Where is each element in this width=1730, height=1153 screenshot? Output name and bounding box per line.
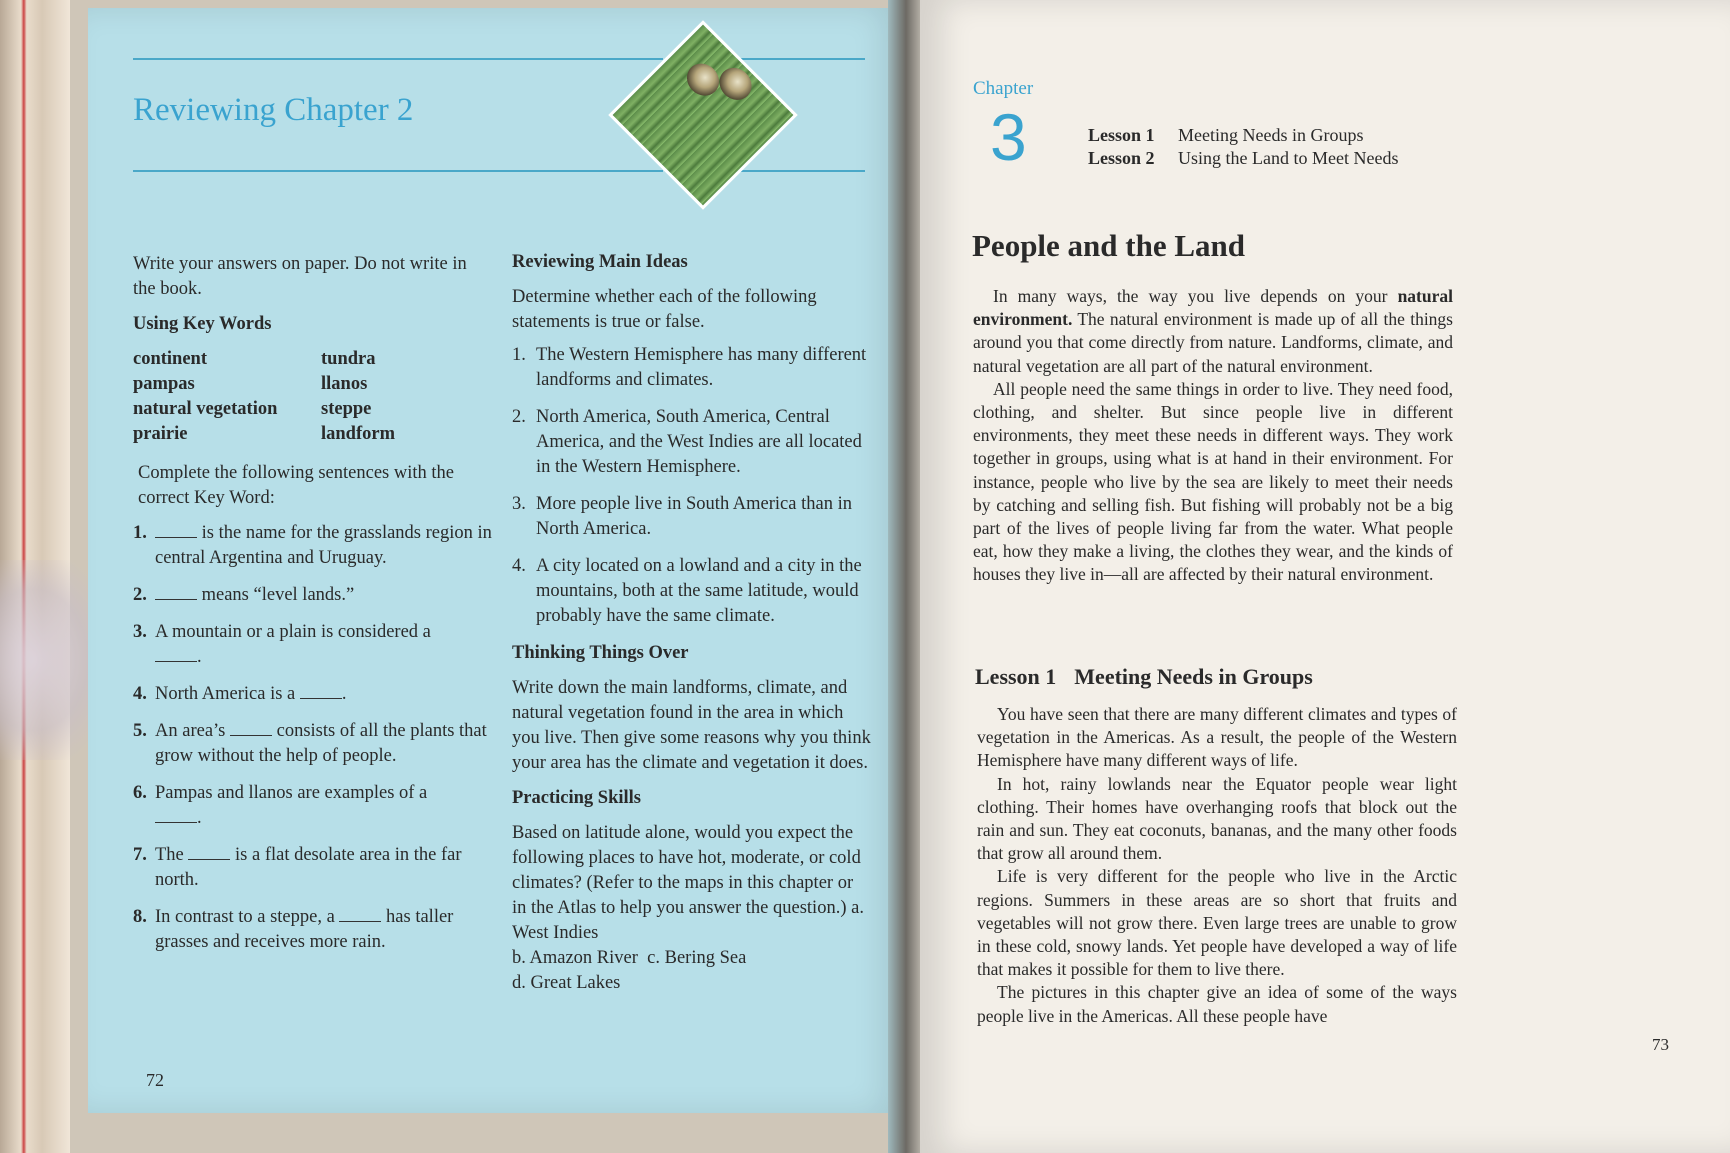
main-ideas-intro: Determine whether each of the following statements is true or false. bbox=[512, 287, 817, 332]
lesson-body bbox=[977, 703, 1457, 1028]
paragraph: All people need the same things in order to live. They need food, clothing, and shelter. But since people live in different environments, they meet these needs in different ways. They work together in groups, using what is at hand in their environment. For instance, people who live by the sea are likely to meet their needs by catching and selling fish. But fishing will probably not be a big part of the lives of people living far from the water. What people eat, how they make a living, the clothes they wear, and the kinds of houses they live in—all are affected by their natural environment. bbox=[973, 378, 1453, 585]
key-words-grid bbox=[133, 347, 493, 447]
thinking-heading: Thinking Things Over bbox=[512, 643, 689, 663]
chapter-title: People and the Land bbox=[972, 228, 1246, 263]
chapter-label: Chapter bbox=[973, 78, 1034, 99]
main-ideas-heading: Reviewing Main Ideas bbox=[512, 252, 688, 272]
sentence-item: 5. An area’s consists of all the plants that grow without the help of people. bbox=[133, 721, 487, 766]
paragraph: You have seen that there are many different climates and types of vegetation in the Americas. As a result, the people of the Western Hemisphere have many different ways of life. bbox=[977, 704, 1457, 771]
left-column bbox=[133, 252, 493, 967]
thinking-text: Write down the main landforms, climate, and natural vegetation found in the area in which you live. Then give some reasons why you think your area has the climate and vegetation it does. bbox=[512, 678, 871, 773]
page-number-right: 73 bbox=[1652, 1035, 1669, 1054]
top-rule-left bbox=[133, 58, 663, 60]
monkeys-photo-icon bbox=[610, 22, 790, 202]
page-number-left: 72 bbox=[146, 1070, 164, 1090]
main-idea-item: 2. North America, South America, Central America, and the West Indies are all located in the Western Hemisphere. bbox=[512, 407, 862, 477]
main-idea-item: 4. A city located on a lowland and a city in the mountains, both at the same latitude, would probably have the same climate. bbox=[512, 556, 862, 626]
key-word: landform bbox=[321, 424, 395, 444]
answer-blank bbox=[155, 647, 197, 662]
paragraph: The pictures in this chapter give an idea of some of the ways people live in the Americas. All these people have bbox=[977, 982, 1457, 1026]
answer-blank bbox=[188, 845, 230, 860]
sentence-item: 8. In contrast to a steppe, a has taller grasses and receives more rain. bbox=[133, 907, 454, 952]
lesson-entry: Lesson 2 Using the Land to Meet Needs bbox=[1088, 148, 1399, 168]
answer-blank bbox=[339, 907, 381, 922]
paragraph: Life is very different for the people who live in the Arctic regions. Summers in these areas are so short that fruits and vegetables will not grow there. Even large trees are unable to grow in these cold, snowy lands. Yet people have developed a way of life that makes it possible for them to live there. bbox=[977, 866, 1457, 980]
lesson-entry: Lesson 1 Meeting Needs in Groups bbox=[1088, 125, 1364, 145]
review-title: Reviewing Chapter 2 bbox=[133, 92, 414, 128]
sentence-item: 4. North America is a . bbox=[133, 684, 347, 704]
key-word: natural vegetation bbox=[133, 399, 278, 419]
key-word: continent bbox=[133, 349, 207, 369]
sentence-item: 2. means “level lands.” bbox=[133, 585, 355, 605]
skills-options-row bbox=[512, 971, 872, 996]
lesson-list bbox=[1088, 124, 1398, 170]
main-idea-item: 3. More people live in South America than in North America. bbox=[512, 494, 852, 539]
key-word: prairie bbox=[133, 424, 188, 444]
sentence-list bbox=[133, 521, 493, 955]
skills-option: d. Great Lakes bbox=[512, 973, 621, 993]
intro-body bbox=[973, 285, 1453, 587]
lesson-heading: Lesson 1 Meeting Needs in Groups bbox=[975, 664, 1313, 689]
main-idea-item: 1. The Western Hemisphere has many different landforms and climates. bbox=[512, 345, 867, 390]
bottom-rule-left bbox=[133, 170, 663, 172]
answer-blank bbox=[155, 585, 197, 600]
main-ideas-list bbox=[512, 343, 872, 629]
key-word: tundra bbox=[321, 349, 376, 369]
skills-option: b. Amazon River bbox=[512, 948, 638, 968]
key-words-heading: Using Key Words bbox=[133, 314, 272, 334]
sentence-item: 7. The is a flat desolate area in the far north. bbox=[133, 845, 462, 890]
complete-instruction: Complete the following sentences with the correct Key Word: bbox=[138, 463, 454, 508]
paragraph: In many ways, the way you live depends on your natural environment. The natural environment is made up of all the things around you that come directly from nature. Landforms, climate, and natural vegetation are all part of the natural environment. bbox=[973, 286, 1453, 376]
skills-heading: Practicing Skills bbox=[512, 788, 641, 808]
intro-text: Write your answers on paper. Do not write in the book. bbox=[133, 254, 467, 299]
chapter-number: 3 bbox=[990, 100, 1027, 174]
key-word: llanos bbox=[321, 374, 368, 394]
middle-column bbox=[512, 250, 872, 996]
key-word: pampas bbox=[133, 374, 195, 394]
answer-blank bbox=[230, 721, 272, 736]
answer-blank bbox=[300, 684, 342, 699]
photo-frame bbox=[608, 20, 798, 210]
skills-option: c. Bering Sea bbox=[647, 948, 747, 968]
skills-option: a. West Indies bbox=[512, 898, 864, 943]
answer-blank bbox=[155, 808, 197, 823]
sentence-item: 1. is the name for the grasslands region in central Argentina and Uruguay. bbox=[133, 523, 492, 568]
answer-blank bbox=[155, 523, 197, 538]
key-word: steppe bbox=[321, 399, 372, 419]
skills-text: Based on latitude alone, would you expect the following places to have hot, moderate, or cold climates? (Refer to the maps in this chapter or in the Atlas to help you answer the question.) a. West Indies bbox=[512, 823, 864, 943]
sentence-item: 6. Pampas and llanos are examples of a . bbox=[133, 783, 428, 828]
paragraph: In hot, rainy lowlands near the Equator people wear light clothing. Their homes have overhanging roofs that block out the rain and sun. They eat coconuts, bananas, and the many other foods that grow all around them. bbox=[977, 773, 1457, 864]
skills-options-row bbox=[512, 946, 872, 971]
monkey-icon bbox=[713, 61, 758, 106]
sentence-item: 3. A mountain or a plain is considered a . bbox=[133, 622, 431, 667]
